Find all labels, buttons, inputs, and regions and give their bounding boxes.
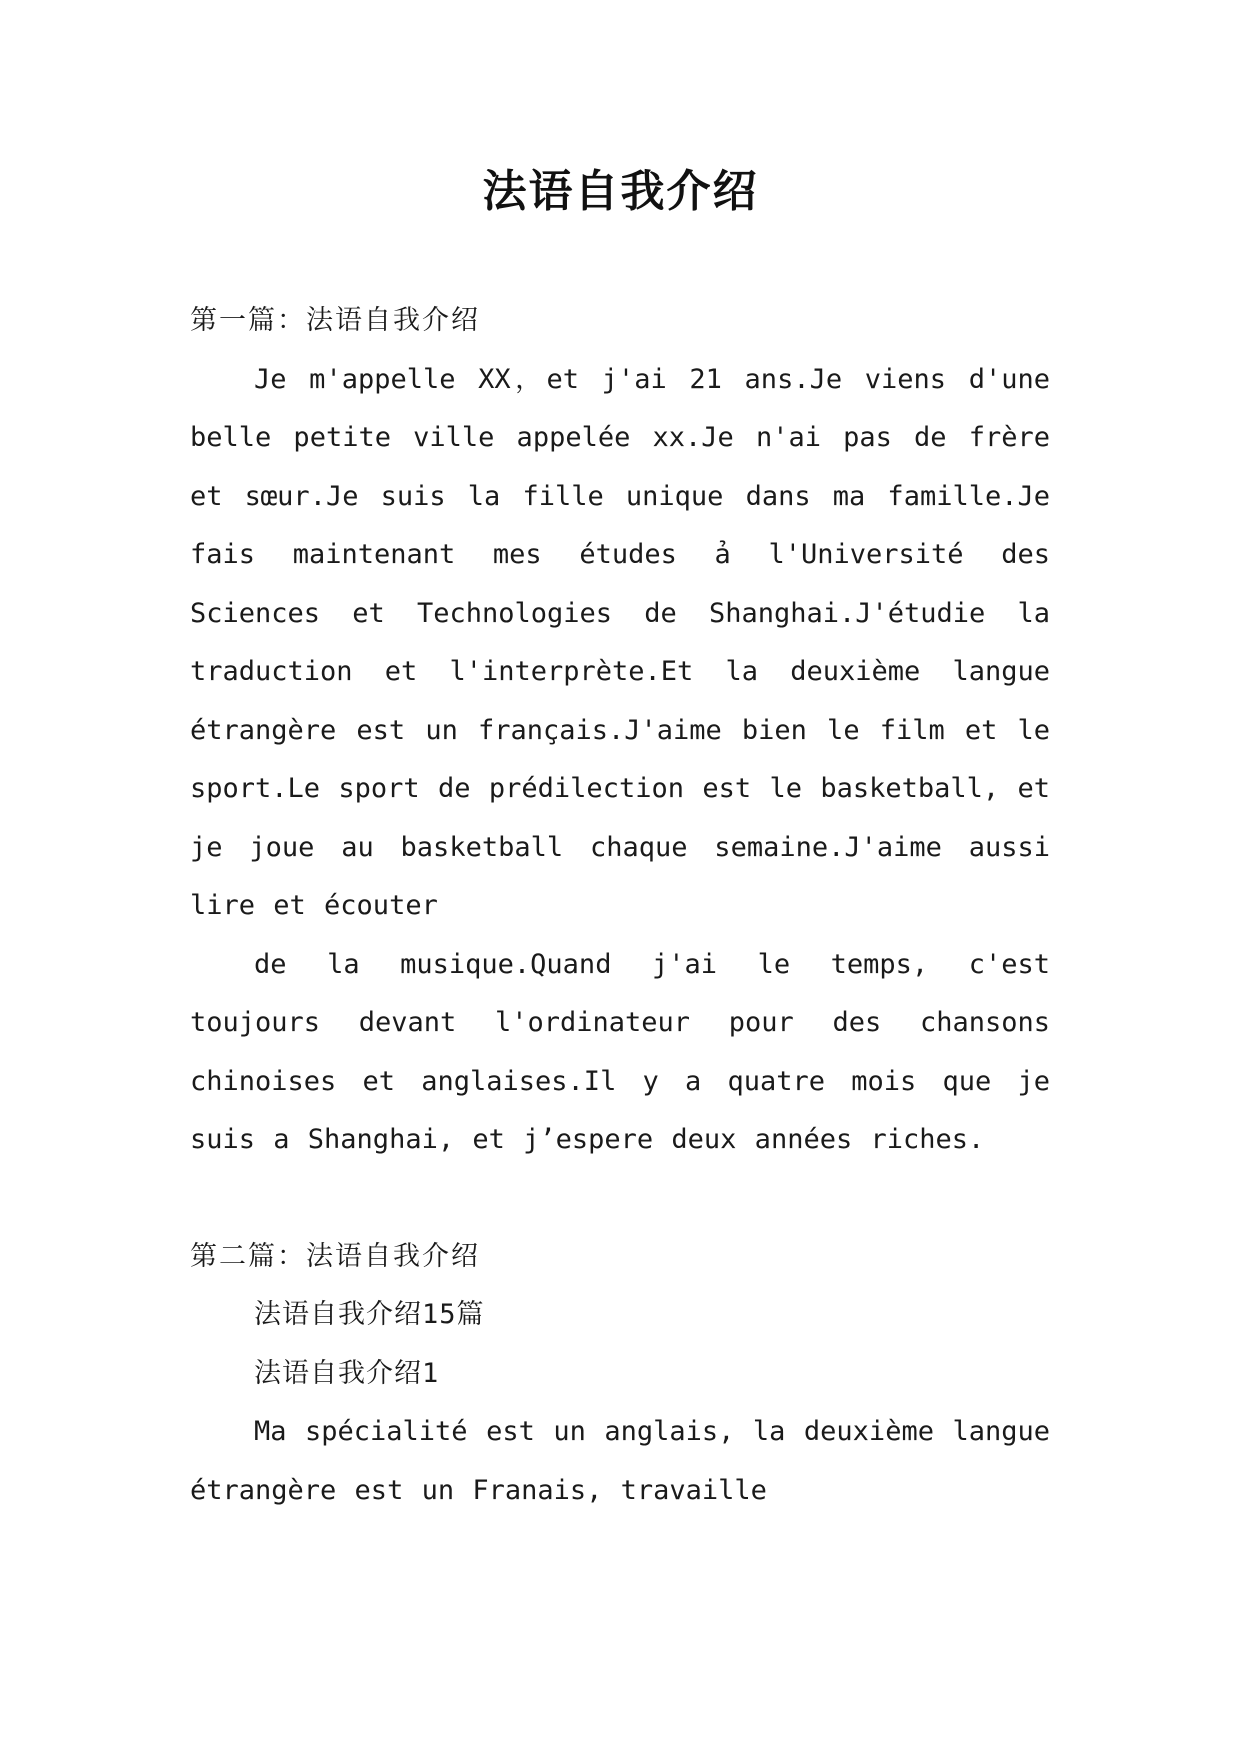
paragraph-3: Ma spécialité est un anglais, la deuxième langue étrangère est un Franais, travaille — [190, 1416, 1050, 1506]
document-title: 法语自我介绍 — [482, 166, 759, 217]
sub-heading-line-2: 法语自我介绍1 — [254, 1357, 440, 1389]
section-heading-2: 第二篇：法语自我介绍 — [190, 1240, 480, 1272]
sub-heading-line-1: 法语自我介绍15篇 — [254, 1299, 485, 1330]
document-body — [190, 292, 1050, 1520]
section-gap — [190, 1170, 1050, 1228]
paragraph-2: de la musique.Quand j'ai le temps, c'est toujours devant l'ordinateur pour des chansons chinoises et anglaises.Il y a quatre mois que je suis a Shanghai, et j’espere deux années riches. — [190, 948, 1050, 1155]
section-heading-1: 第一篇：法语自我介绍 — [190, 305, 480, 336]
paragraph-1: Je m'appelle XX，et j'ai 21 ans.Je viens d'une belle petite ville appelée xx.Je n'ai pas de frère et sœur.Je suis la fille unique dans ma famille.Je fais maintenant mes études ả l'Université des Sciences et Technologies de Shanghai.J'étudie la traduction et l'interprète.Et la deuxième langue étrangère est un français.J'aime bien le film et le sport.Le sport de prédilection est le basketball, et je joue au basketball chaque semaine.J'aime aussi lire et écouter — [190, 363, 1050, 921]
